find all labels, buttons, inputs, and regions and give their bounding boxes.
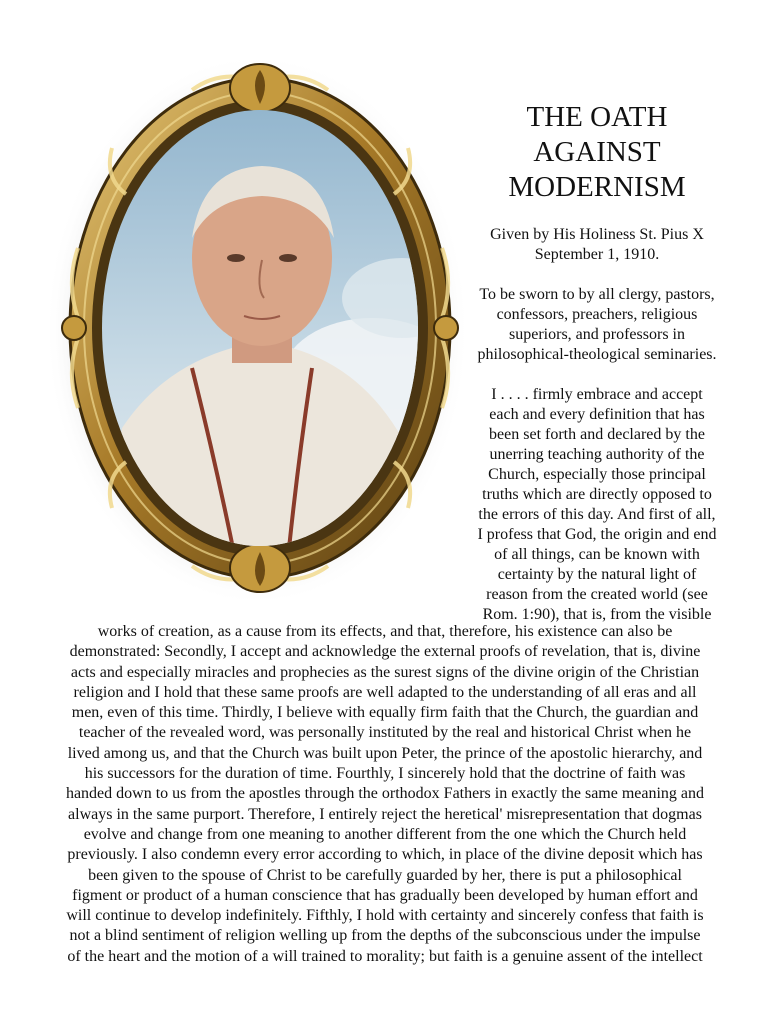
text-line: always in the same purport. Therefore, I entirely reject the heretical' misrepresentation that dogmas [68, 805, 702, 823]
title-line: MODERNISM [508, 171, 686, 203]
text-line: the errors of this day. And first of all, [478, 506, 716, 523]
text-line: will continue to develop indefinitely. Fifthly, I hold with certainty and sincerely confess that faith is [66, 907, 704, 925]
text-line: certainty by the natural light of [497, 566, 697, 583]
text-line: not a blind sentiment of religion welling up from the depths of the subconscious under the impulse [69, 927, 701, 945]
text-line: been set forth and declared by the [489, 426, 705, 443]
text-line: acts and especially miracles and prophecies as the surest signs of the divine origin of the Christian [70, 663, 700, 681]
text-line: teacher of the revealed word, was personally instituted by the real and historical Christ when he [78, 724, 692, 742]
audience-note: To be sworn to by all clergy, pastors, confessors, preachers, religious superiors, and professors in philosophical-theological seminaries. [477, 286, 717, 363]
text-line: men, even of this time. Thirdly, I believe with equally firm faith that the Church, the guardian and [71, 704, 699, 722]
text-line: been given to the spouse of Christ to be carefully guarded by her, there is put a philosophical [88, 866, 682, 884]
oath-text-continued [40, 622, 730, 967]
text-line: Rom. 1:90), that is, from the visible [482, 606, 712, 623]
text-line: religion and I hold that these same proofs are well adapted to the understanding of all eras and all [73, 683, 697, 701]
text-line: Church, especially those principal [488, 466, 706, 483]
title-line: THE OATH [526, 101, 668, 133]
text-line: of all things, can be known with [494, 546, 700, 563]
text-line: unerring teaching authority of the [489, 446, 705, 463]
text-line: each and every definition that has [489, 406, 705, 423]
text-line: truths which are directly opposed to [482, 486, 712, 503]
oath-text-start [466, 385, 728, 625]
text-line: I profess that God, the origin and end [477, 526, 717, 543]
document-title [466, 100, 728, 205]
issue-date: September 1, 1910. [534, 246, 660, 263]
text-line: works of creation, as a cause from its effects, and that, therefore, his existence can also be [97, 623, 673, 640]
given-by: Given by His Holiness St. Pius X [490, 226, 704, 243]
frame-crest-bottom [230, 544, 290, 592]
text-line: his successors for the duration of time. Fourthly, I sincerely hold that the doctrine of faith was [84, 765, 686, 783]
papal-portrait [42, 48, 472, 606]
text-line: reason from the created world (see [486, 586, 708, 603]
text-line: evolve and change from one meaning to another different from the one which the Church held [83, 825, 687, 843]
text-line: demonstrated: Secondly, I accept and acknowledge the external proofs of revelation, that is, divine [69, 643, 701, 661]
text-line: previously. I also condemn every error according to which, in place of the divine deposit which has [67, 846, 703, 864]
text-line: handed down to us from the apostles through the orthodox Fathers in exactly the same meaning and [65, 785, 705, 803]
text-line: lived among us, and that the Church was built upon Peter, the prince of the apostolic hierarchy, and [67, 744, 703, 762]
text-line: of the heart and the motion of a will trained to morality; but faith is a genuine assent of the intellect [67, 947, 703, 965]
header-column [466, 100, 728, 625]
attribution [466, 225, 728, 265]
frame-crest-top [230, 64, 290, 112]
title-line: AGAINST [533, 136, 661, 168]
text-line: figment or product of a human conscience that has gradually been developed by human effort and [72, 886, 698, 904]
text-line: I . . . . firmly embrace and accept [491, 386, 703, 403]
